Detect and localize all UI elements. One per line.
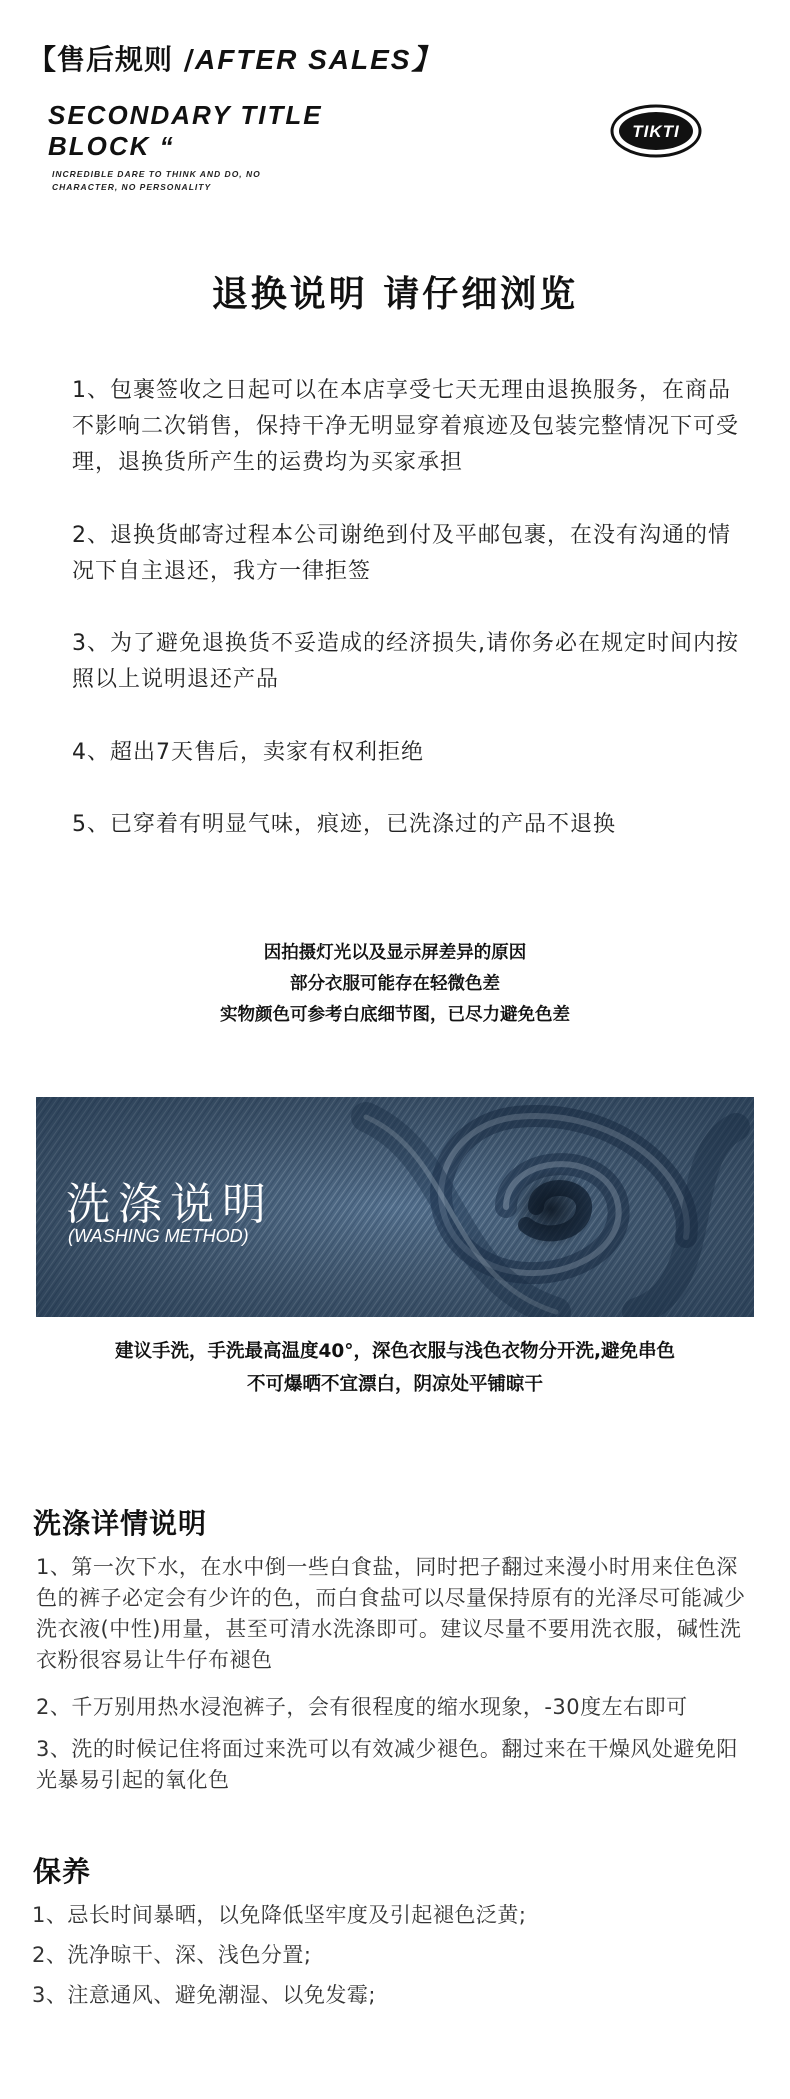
washing-detail-2: 2、千万别用热水浸泡裤子，会有很程度的缩水现象，-30度左右即可 bbox=[36, 1695, 688, 1719]
washing-tip-1: 建议手洗，手洗最高温度40°，深色衣服与浅色衣物分开洗,避免串色 bbox=[114, 1341, 676, 1362]
return-rule-5: 5、已穿着有明显气味，痕迹，已洗涤过的产品不退换 bbox=[72, 812, 616, 837]
title-cn: 【售后规则 / bbox=[28, 43, 195, 76]
washing-details-heading: 洗涤详情说明 bbox=[33, 1507, 208, 1540]
care-item-1: 1、忌长时间暴晒，以免降低坚牢度及引起褪色泛黄; bbox=[32, 1903, 527, 1927]
return-rule-1: 1、包裹签收之日起可以在本店享受七天无理由退换服务，在商品不影响二次销售，保持干净无明显穿着痕迹及包装完整情况下可受理，退换货所产生的运费均为买家承担 bbox=[72, 378, 740, 475]
tagline-line1: INCREDIBLE DARE TO THINK AND DO, NO bbox=[52, 169, 261, 179]
secondary-title-line2: BLOCK “ bbox=[48, 131, 175, 161]
tagline bbox=[52, 168, 261, 194]
washing-tip-2: 不可爆晒不宜漂白，阴凉处平铺晾干 bbox=[246, 1374, 543, 1395]
brand-logo bbox=[609, 103, 703, 159]
secondary-title bbox=[48, 100, 323, 162]
washing-detail-3: 3、洗的时候记住将面过来洗可以有效减少褪色。翻过来在干燥风处避免阳光暴易引起的氧化色 bbox=[36, 1737, 738, 1792]
page-title bbox=[28, 38, 441, 78]
care-item-2: 2、洗净晾干、深、浅色分置; bbox=[32, 1943, 312, 1967]
notice-line-1: 因拍摄灯光以及显示屏差异的原因 bbox=[263, 943, 527, 963]
care-heading: 保养 bbox=[33, 1855, 92, 1888]
color-notice bbox=[0, 938, 790, 1031]
title-en: AFTER SALES】 bbox=[194, 44, 442, 75]
washing-subtitle: (WASHING METHOD) bbox=[68, 1226, 249, 1246]
return-rule-3: 3、为了避免退换货不妥造成的经济损失,请你务必在规定时间内按照以上说明退还产品 bbox=[72, 631, 739, 692]
care-item-3: 3、注意通风、避免潮湿、以免发霉; bbox=[32, 1983, 376, 2007]
return-rule-2: 2、退换货邮寄过程本公司谢绝到付及平邮包裹，在没有沟通的情况下自主退还，我方一律拒签 bbox=[72, 523, 731, 584]
washing-detail-1: 1、第一次下水，在水中倒一些白食盐，同时把子翻过来漫小时用来住色深色的裤子必定会有少许的色，而白食盐可以尽量保持原有的光泽尽可能减少洗衣液(中性)用量，甚至可清水洗涤即可。建议尽量不要用洗衣服，碱性洗衣粉很容易让牛仔布褪色 bbox=[36, 1555, 746, 1672]
returns-heading: 退换说明 请仔细浏览 bbox=[211, 274, 579, 315]
tagline-line2: CHARACTER, NO PERSONALITY bbox=[52, 182, 212, 192]
notice-line-3: 实物颜色可参考白底细节图，已尽力避免色差 bbox=[220, 1005, 570, 1025]
washing-title: 洗涤说明 bbox=[66, 1179, 274, 1230]
secondary-title-line1: SECONDARY TITLE bbox=[48, 100, 323, 130]
notice-line-2: 部分衣服可能存在轻微色差 bbox=[290, 974, 500, 994]
logo-text: TIKTI bbox=[632, 122, 680, 141]
return-rule-4: 4、超出7天售后，卖家有权利拒绝 bbox=[72, 740, 424, 765]
